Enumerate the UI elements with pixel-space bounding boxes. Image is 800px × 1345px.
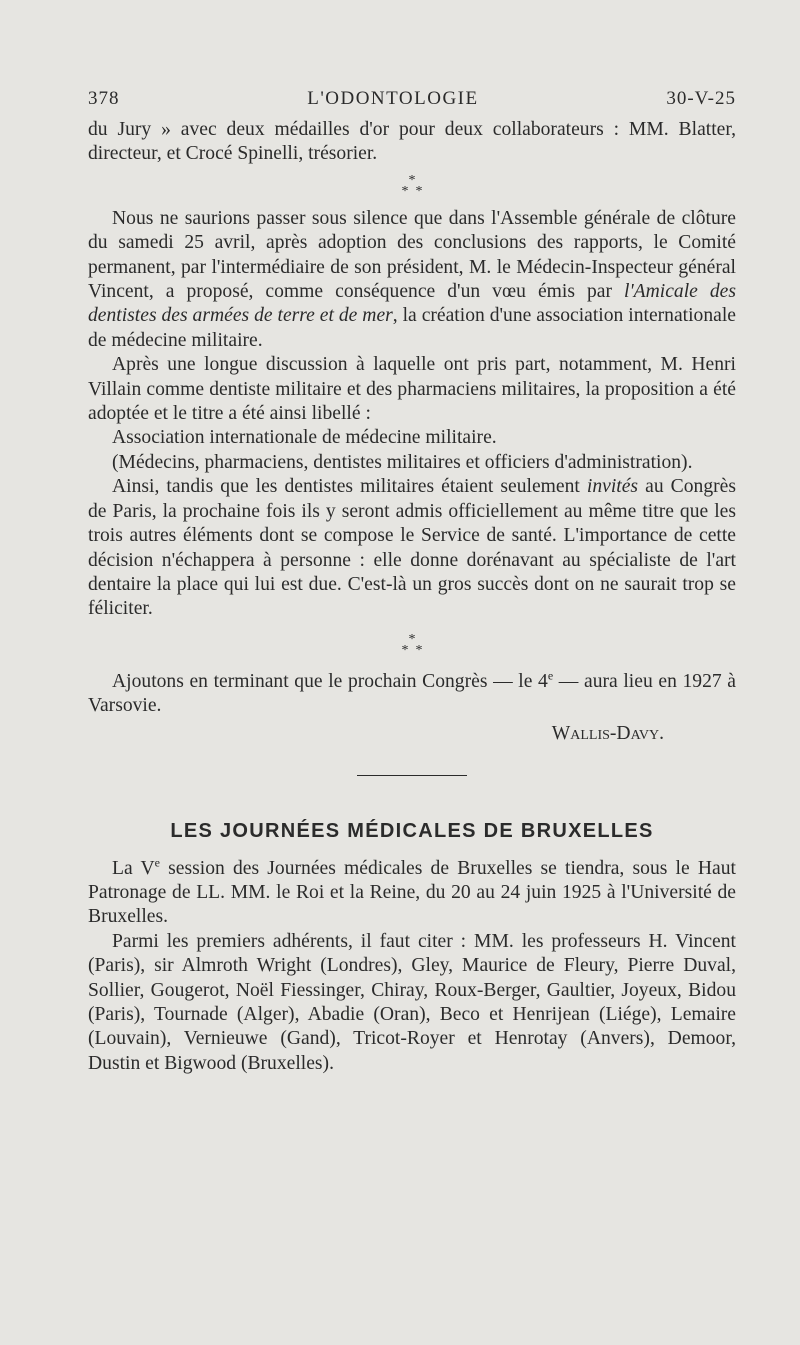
running-header [88, 88, 736, 118]
issue-date: 30-V-25 [666, 88, 736, 109]
document-page [88, 88, 736, 1076]
asterism-separator: * * * [401, 631, 423, 658]
paragraph: Parmi les premiers adhérents, il faut citer : MM. les professeurs H. Vincent (Paris), sir Almroth Wright (Londres), Gley, Maurice de Fleury, Pierre Duval, Sollier, Gougerot, Noël Fiessinger, Chiray, Roux-Berger, Gaultier, Joyeux, Bidou (Paris), Tournade (Alger), Abadie (Oran), Beco et Henrijean (Liége), Lemaire (Louvain), Vernieuwe (Gand), Tricot-Royer et Henrotay (Anvers), Demoor, Dustin et Bigwood (Bruxelles). [88, 930, 736, 1074]
paragraph: Ajoutons en terminant que le prochain Congrès — le 4e — aura lieu en 1927 à Varsovie. [88, 668, 736, 717]
page-number: 378 [88, 88, 120, 109]
italic-text: invités [586, 476, 639, 498]
italic-text: l'Amicale des dentistes des armées de terre et de mer [88, 281, 736, 327]
author-signature: Wallis-Davy. [551, 722, 664, 744]
paragraph: Association internationale de médecine militaire. [112, 427, 497, 449]
paragraph: du Jury » avec deux médailles d'or pour deux collaborateurs : MM. Blatter, directeur, et Crocé Spinelli, trésorier. [88, 119, 736, 165]
article-body [88, 118, 736, 719]
paragraph: (Médecins, pharmaciens, dentistes militaires et officiers d'administration). [112, 451, 693, 473]
section-body [88, 857, 736, 1077]
paragraph: Ainsi, tandis que les dentistes militaires étaient seulement invités au Congrès de Paris, la prochaine fois ils y seront admis officiellement au même titre que les trois autres éléments dont se compose le Service de santé. L'importance de cette décision n'échappera à personne : elle donne dorénavant au spécialiste de l'art dentaire la place qui lui est due. C'est-là un gros succès dont on ne saurait trop se féliciter. [88, 476, 736, 620]
paragraph: Nous ne saurions passer sous silence que dans l'Assemble générale de clôture du samedi 25 avril, après adoption des conclusions des rapports, le Comité permanent, par l'intermédiaire de son président, M. le Médecin-Inspecteur général Vincent, a proposé, comme conséquence d'un vœu émis par l'Amicale des dentistes des armées de terre et de mer, la création d'une association internationale de médecine militaire. [88, 207, 736, 351]
section-title: LES JOURNÉES MÉDICALES DE BRUXELLES [170, 819, 654, 842]
journal-title: L'ODONTOLOGIE [307, 88, 479, 109]
section-divider [357, 775, 467, 776]
paragraph: Après une longue discussion à laquelle ont pris part, notamment, M. Henri Villain comme dentiste militaire et des pharmaciens militaires, la proposition a été adoptée et le titre a été ainsi libellé : [88, 354, 736, 425]
asterism-separator: * * * [401, 172, 423, 199]
paragraph: La Ve session des Journées médicales de Bruxelles se tiendra, sous le Haut Patronage de LL. MM. le Roi et la Reine, du 20 au 24 juin 1925 à l'Université de Bruxelles. [88, 855, 736, 928]
